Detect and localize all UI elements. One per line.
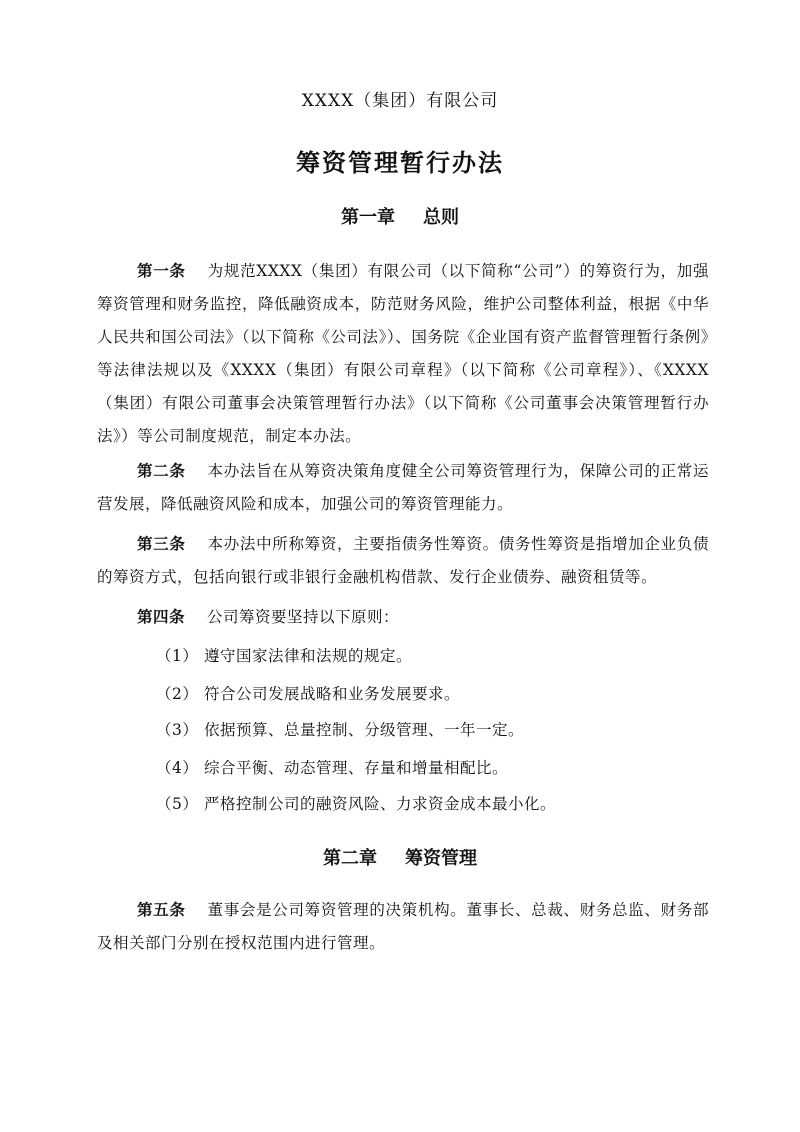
chapter-title: 总则 [423,207,459,228]
chapter-label: 第一章 [341,207,395,228]
chapter-heading-2 [0,844,800,870]
article-text: 董事会是公司筹资管理的决策机构。董事长、总裁、财务总监、财务部及相关部门分别在授权范围内进行管理。 [97,901,709,952]
article-number: 第五条 [137,900,186,919]
document-title: 筹资管理暂行办法 [296,148,504,177]
principle-text: 遵守国家法律和法规的规定。 [204,647,413,665]
company-name: XXXX（集团）有限公司 [301,91,499,111]
principle-number: （2） [156,685,199,703]
article-text: 本办法旨在从筹资决策角度健全公司筹资管理行为，保障公司的正常运营发展，降低融资风险和成本，加强公司的筹资管理能力。 [97,462,709,513]
principle-item [156,792,716,816]
chapter-label: 第二章 [323,848,377,869]
article-text: 本办法中所称筹资，主要指债务性筹资。债务性筹资是指增加企业负债的筹资方式，包括向银行或非银行金融机构借款、发行企业债券、融资租赁等。 [97,535,709,586]
article-number: 第一条 [137,261,186,280]
principle-text: 依据预算、总量控制、分级管理、一年一定。 [204,721,525,739]
principle-number: （1） [156,647,199,665]
article-4 [97,600,709,634]
article-2 [97,454,709,521]
chapter-title: 筹资管理 [405,848,477,869]
article-number: 第三条 [137,534,186,553]
article-5 [97,893,709,960]
article-number: 第二条 [137,461,186,480]
chapter-heading-1 [0,203,800,229]
principle-text: 综合平衡、动态管理、存量和增量相配比。 [204,759,509,777]
principle-item [156,718,716,742]
principle-number: （3） [156,721,199,739]
principle-number: （5） [156,795,199,813]
article-3 [97,527,709,594]
article-text: 为规范XXXX（集团）有限公司（以下简称“公司”）的筹资行为，加强筹资管理和财务监控，降低融资成本，防范财务风险，维护公司整体利益，根据《中华人民共和国公司法》（以下简称《公司法》）、国务院《企业国有资产监督管理暂行条例》等法律法规以及《XXXX（集团）有限公司章程》（以下简称《公司章程》）、《XXXX（集团）有限公司董事会决策管理暂行办法》（以下简称《公司董事会决策管理暂行办法》）等公司制度规范，制定本办法。 [97,262,709,445]
principle-text: 严格控制公司的融资风险、力求资金成本最小化。 [204,795,557,813]
principle-item [156,644,716,668]
principle-item [156,756,716,780]
principle-item [156,682,716,706]
article-text: 公司筹资要坚持以下原则： [207,608,400,626]
article-number: 第四条 [137,607,186,626]
article-1 [97,254,709,453]
principle-number: （4） [156,759,199,777]
principle-text: 符合公司发展战略和业务发展要求。 [204,685,461,703]
